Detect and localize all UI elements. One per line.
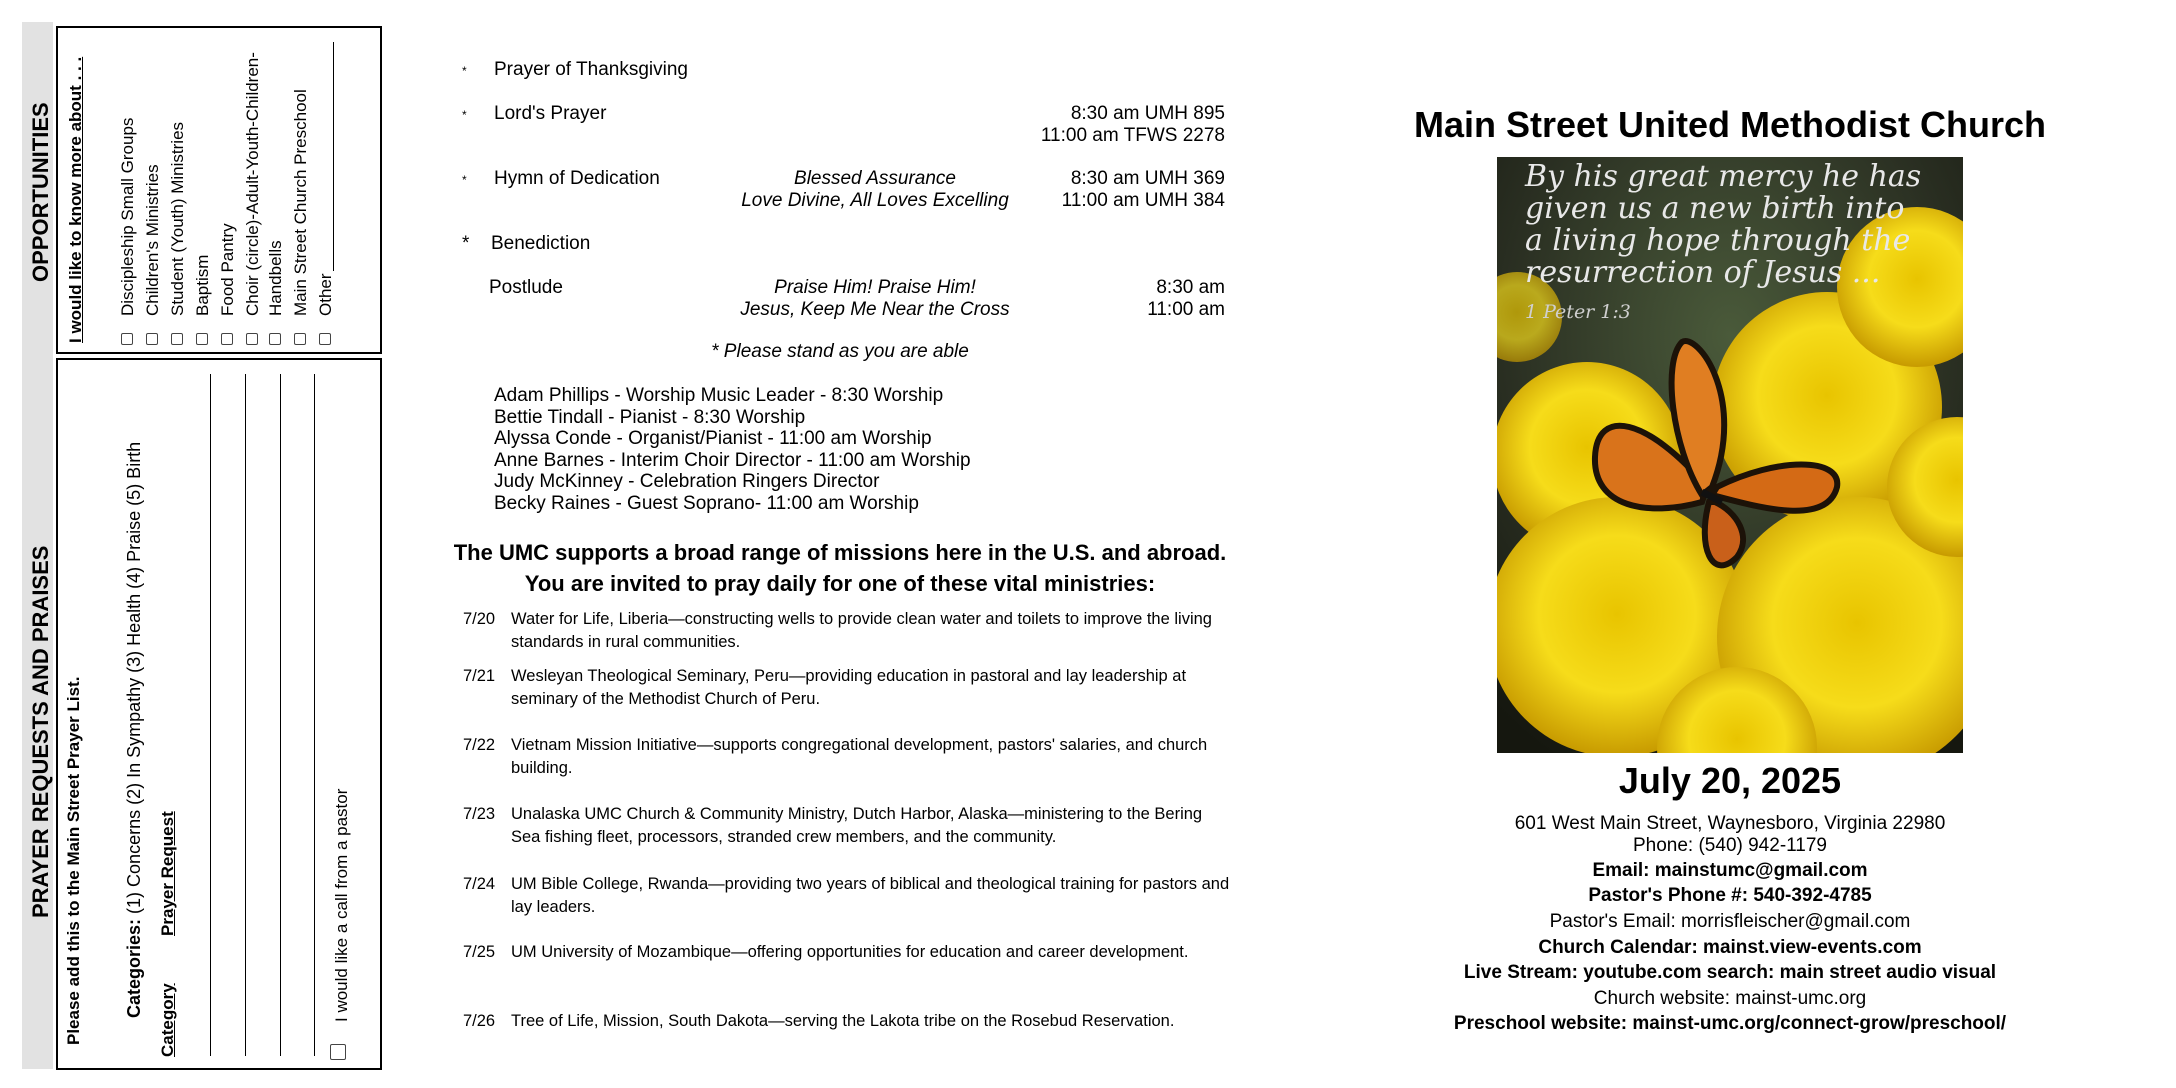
missions-heading [440,537,1240,599]
verse-line: a living hope through the [1525,223,1911,258]
musician-line: Anne Barnes - Interim Choir Director - 11:00 am Worship [494,449,971,471]
church-calendar: Church Calendar: mainst.view-events.com [1538,937,1922,958]
pastor-call-label: I would like a call from a pastor [332,788,351,1022]
categories-list: (1) Concerns (2) In Sympathy (3) Health (4) Praise (5) Birth [124,441,144,914]
church-phone: Phone: (540) 942-1179 [1632,835,1828,856]
prayer-write-line[interactable] [210,374,211,1056]
prayer-of-thanksgiving: Prayer of Thanksgiving [494,59,688,80]
hymn-of-dedication: Hymn of Dedication [494,168,660,189]
mission-date: 7/23 [463,805,496,823]
cover-photo [1497,157,1963,753]
opportunities-title: OPPORTUNITIES [28,102,53,282]
verse-line: given us a new birth into [1525,191,1905,226]
opportunity-checkbox[interactable] [294,333,306,345]
prayer-write-line[interactable] [314,374,315,1056]
mission-item [463,608,1233,654]
preschool-website: Preschool website: mainst-umc.org/connect-grow/preschool/ [1453,1013,2007,1034]
verse-line: By his great mercy he has [1525,159,1922,194]
musician-line: Adam Phillips - Worship Music Leader - 8:30 Worship [494,385,944,406]
musicians-list [494,385,971,514]
mission-item [463,873,1233,919]
opportunity-item: Baptism [193,254,212,316]
opportunity-item: Choir (circle)-Adult-Youth-Children- [243,52,262,316]
mission-item [463,941,1233,964]
opportunity-item: Handbells [266,240,285,316]
church-name: Main Street United Methodist Church [1413,104,2047,145]
category-header: Category [158,983,177,1057]
prayer-request-header: Prayer Request [158,811,177,936]
lords-prayer-830: 8:30 am UMH 895 [1070,103,1225,124]
mission-item [463,803,1233,849]
mission-date: 7/25 [463,943,496,961]
benediction: Benediction [491,233,591,254]
opportunity-item: Main Street Church Preschool [291,89,310,316]
mission-text: Unalaska UMC Church & Community Ministry, Dutch Harbor, Alaska—ministering to the Bering Sea fishing fleet, processors, stranded crew members, and the community. [511,805,1203,846]
opportunity-item: Other [316,273,335,316]
hymn-title: Love Divine, All Loves Excelling [741,190,1009,211]
stand-note: * Please stand as you are able [711,341,969,362]
musician-line: Bettie Tindall - Pianist - 8:30 Worship [494,406,806,428]
postlude: Postlude [489,277,563,298]
musician-line: Alyssa Conde - Organist/Pianist - 11:00 am Worship [494,428,932,449]
prayer-write-line[interactable] [245,374,246,1056]
prayer-write-line[interactable] [280,374,281,1056]
live-stream: Live Stream: youtube.com search: main street audio visual [1463,962,1997,983]
postlude-830: 8:30 am [1156,277,1225,298]
opportunity-item: Discipleship Small Groups [118,117,137,316]
pastor-phone: Pastor's Phone #: 540-392-4785 [1588,885,1872,906]
church-address: 601 West Main Street, Waynesboro, Virginia 22980 [1514,813,1946,834]
missions-heading-line: The UMC supports a broad range of missions here in the U.S. and abroad. [453,540,1227,565]
verse-line: resurrection of Jesus ... [1525,255,1881,290]
other-write-line[interactable] [333,42,334,271]
postlude-title: Praise Him! Praise Him! [774,277,976,298]
know-more-label: I would like to know more about . . . [66,56,85,343]
service-date: July 20, 2025 [1618,760,1842,801]
missions-heading-line: You are invited to pray daily for one of these vital ministries: [524,571,1156,596]
standing-marker: * [462,173,467,187]
mission-date: 7/21 [463,667,496,685]
verse-text [1525,161,1921,289]
prayer-requests-title: PRAYER REQUESTS AND PRAISES [28,545,53,918]
opportunity-checkbox[interactable] [146,333,158,345]
opportunity-item: Student (Youth) Ministries [168,121,187,316]
opportunity-checkbox[interactable] [171,333,183,345]
hymn-830: 8:30 am UMH 369 [1070,168,1225,189]
standing-marker: * [462,233,470,254]
church-email: Email: mainstumc@gmail.com [1592,860,1868,881]
postlude-title: Jesus, Keep Me Near the Cross [740,299,1010,320]
opportunity-checkbox[interactable] [196,333,208,345]
mission-text: Wesleyan Theological Seminary, Peru—providing education in pastoral and lay leadership at seminary of the Methodist Church of Peru. [511,667,1187,708]
mission-date: 7/20 [463,610,496,628]
opportunity-item: Food Pantry [218,223,237,316]
mission-item [463,665,1233,711]
hymn-1100: 11:00 am UMH 384 [1061,190,1225,211]
hymn-title: Blessed Assurance [794,168,956,189]
mission-date: 7/22 [463,736,496,754]
mission-date: 7/24 [463,875,496,893]
opportunity-checkbox[interactable] [269,333,281,345]
opportunity-checkbox[interactable] [246,333,258,345]
postlude-1100: 11:00 am [1147,299,1225,320]
mission-text: Vietnam Mission Initiative—supports congregational development, pastors' salaries, and church building. [511,736,1208,777]
verse-reference: 1 Peter 1:3 [1525,301,1631,323]
opportunity-checkbox[interactable] [221,333,233,345]
standing-marker: * [462,108,467,122]
mission-text: Water for Life, Liberia—constructing wells to provide clean water and toilets to improve the living standards in rural communities. [511,610,1212,651]
musician-line: Judy McKinney - Celebration Ringers Director [494,471,880,492]
opportunity-item: Children's Ministries [143,164,162,316]
mission-text: UM Bible College, Rwanda—providing two years of biblical and theological training for pastors and lay leaders. [511,875,1230,916]
lords-prayer: Lord's Prayer [494,103,607,124]
pastor-email: Pastor's Email: morrisfleischer@gmail.com [1549,911,1911,932]
opportunity-checkbox[interactable] [121,333,133,345]
mission-item [463,1010,1233,1033]
pastor-call-checkbox[interactable] [330,1044,346,1060]
mission-date: 7/26 [463,1012,496,1030]
standing-marker: * [462,64,467,78]
musician-line: Becky Raines - Guest Soprano- 11:00 am Worship [494,492,919,514]
categories-line [124,442,145,1018]
lords-prayer-1100: 11:00 am TFWS 2278 [1040,125,1225,146]
mission-text: UM University of Mozambique—offering opportunities for education and career development. [511,943,1189,961]
church-website: Church website: mainst-umc.org [1593,988,1867,1009]
mission-text: Tree of Life, Mission, South Dakota—serving the Lakota tribe on the Rosebud Reservation. [511,1012,1175,1030]
opportunity-checkbox[interactable] [319,333,331,345]
mission-item [463,734,1233,780]
categories-label: Categories: [124,918,144,1018]
add-to-list-label: Please add this to the Main Street Prayer List. [64,676,83,1045]
